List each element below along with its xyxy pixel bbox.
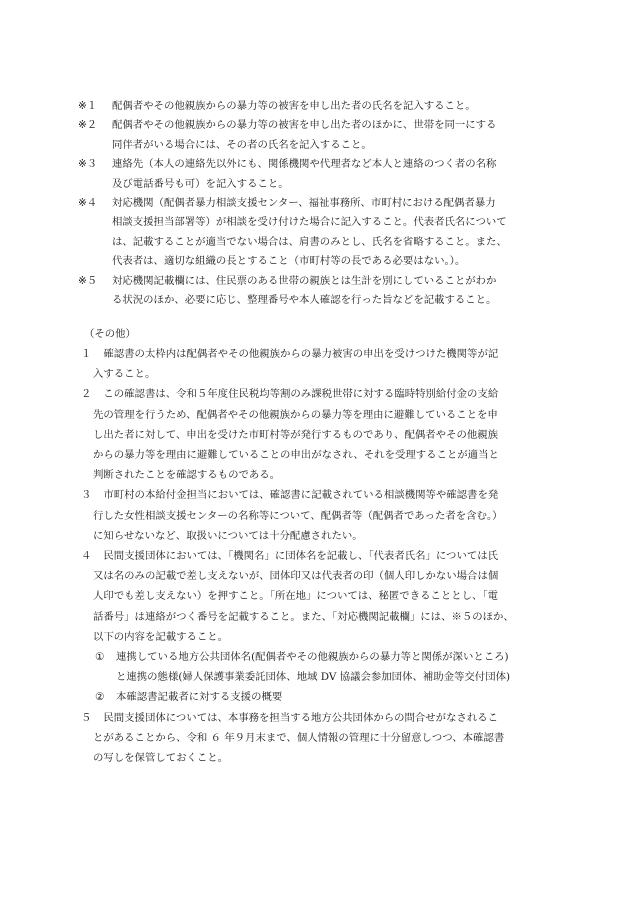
section-title: （その他） [84, 328, 136, 340]
item-number: ５ [81, 711, 92, 724]
other-item-1 [78, 344, 568, 384]
note-mark: ※２ [78, 119, 98, 132]
note-line: 連絡先（本人の連絡先以外にも、関係機関や代理者など本人と連絡のつく者の名称 [112, 158, 497, 171]
other-section [78, 324, 568, 768]
note-1 [78, 97, 558, 116]
item-line: とがあることから、令和 ６ 年９月末まで、個人情報の管理に十分留意しつつ、本確認書 [93, 731, 505, 744]
other-item-4 [78, 546, 568, 647]
item-line: 民間支援団体については、本事務を担当する地方公共団体からの問合せがなされるこ [93, 711, 499, 724]
note-line: 配偶者やその他親族からの暴力等の被害を申し出た者のほかに、世帯を同一にする [112, 119, 497, 132]
note-5 [78, 272, 558, 311]
subitem-mark: ① [95, 651, 105, 664]
item-line: 判断されたことを確認するものである。 [93, 469, 281, 482]
item-number: １ [81, 348, 92, 360]
subitem-line: と連携の態様(婦人保護事業委託団体、地域 DV 協議会参加団体、補助金等交付団体) [116, 671, 511, 684]
note-line: 対応機関記載欄には、住民票のある世帯の親族とは生計を別にしていることがわか [112, 274, 497, 287]
item-line: 以下の内容を記載すること。 [93, 630, 229, 643]
note-4 [78, 194, 558, 272]
note-line: 同伴者がいる場合には、その者の氏名を記入すること。 [112, 138, 372, 151]
note-line: 及び電話番号も可）を記入すること。 [112, 177, 289, 190]
subitem-mark: ② [95, 691, 105, 704]
item-line: からの暴力等を理由に避難していることの申出がなされ、それを受理することが適当と [93, 449, 499, 462]
item-line: 市町村の本給付金担当においては、確認書に記載されている相談機関等や確認書を発 [93, 489, 499, 502]
item-number: ２ [81, 388, 92, 401]
item-line: 人印でも差し支えない）を押すこと。「所在地」については、秘匿できることとし、「電 [93, 590, 499, 603]
item-line: 話番号」は連絡がつく番号を記載すること。また、「対応機関記載欄」には、※５のほか、 [93, 610, 514, 623]
note-mark: ※４ [78, 197, 98, 210]
note-line: は、記載することが適当でない場合は、肩書のみとし、氏名を省略すること。また、 [112, 235, 507, 248]
note-line: 相談支援担当部署等）が相談を受け付けた場合に記入すること。代表者氏名について [112, 216, 507, 229]
note-line: 配偶者やその他親族からの暴力等の被害を申し出た者の氏名を記入すること。 [112, 100, 476, 112]
other-item-5 [78, 708, 568, 769]
note-line: 代表者は、適切な組織の長とすること（市町村等の長である必要はない。）。 [112, 255, 466, 268]
item-line: し出た者に対して、申出を受けた市町村等が発行するものであり、配偶者やその他親族 [93, 428, 499, 441]
subitem-line: 本確認書記載者に対する支援の概要 [116, 691, 283, 704]
item-line: 民間支援団体においては、「機関名」に団体名を記載し、「代表者氏名」については氏 [93, 550, 499, 563]
note-line: る状況のほか、必要に応じ、整理番号や本人確認を行った旨などを記載すること。 [112, 294, 497, 307]
item-line: 入すること。 [93, 368, 156, 381]
note-mark: ※１ [78, 100, 98, 112]
item-line: 確認書の太枠内は配偶者やその他親族からの暴力被害の申出を受けつけた機関等が記 [93, 348, 499, 360]
item-line: の写しを保管しておくこと。 [93, 752, 229, 765]
item-line: 行した女性相談支援センターの名称等について、配偶者等（配偶者であった者を含む。） [93, 509, 503, 522]
other-subitem-1 [78, 647, 568, 687]
other-item-3 [78, 485, 568, 546]
item-line: 先の管理を行うため、配偶者やその他親族からの暴力等を理由に避難していることを申 [93, 408, 498, 421]
note-mark: ※３ [78, 158, 98, 171]
note-line: 対応機関（配偶者暴力相談支援センター、福祉事務所、市町村における配偶者暴力 [112, 197, 496, 210]
other-item-2 [78, 384, 568, 485]
note-3 [78, 155, 558, 194]
subitem-line: 連携している地方公共団体名(配偶者やその他親族からの暴力等と関係が深いところ) [116, 651, 509, 664]
item-line: この確認書は、令和５年度住民税均等割のみ課税世帯に対する臨時特別給付金の支給 [93, 388, 499, 401]
item-line: 又は名のみの記載で差し支えないが、団体印又は代表者の印（個人印しかない場合は個 [93, 570, 499, 583]
item-number: ４ [81, 550, 92, 563]
note-2 [78, 116, 558, 155]
item-line: に知らせないなど、取扱いについては十分配慮されたい。 [93, 529, 363, 542]
notes-list [78, 97, 558, 310]
other-subitem-2 [78, 687, 568, 707]
note-mark: ※５ [78, 274, 98, 287]
item-number: ３ [81, 489, 92, 502]
